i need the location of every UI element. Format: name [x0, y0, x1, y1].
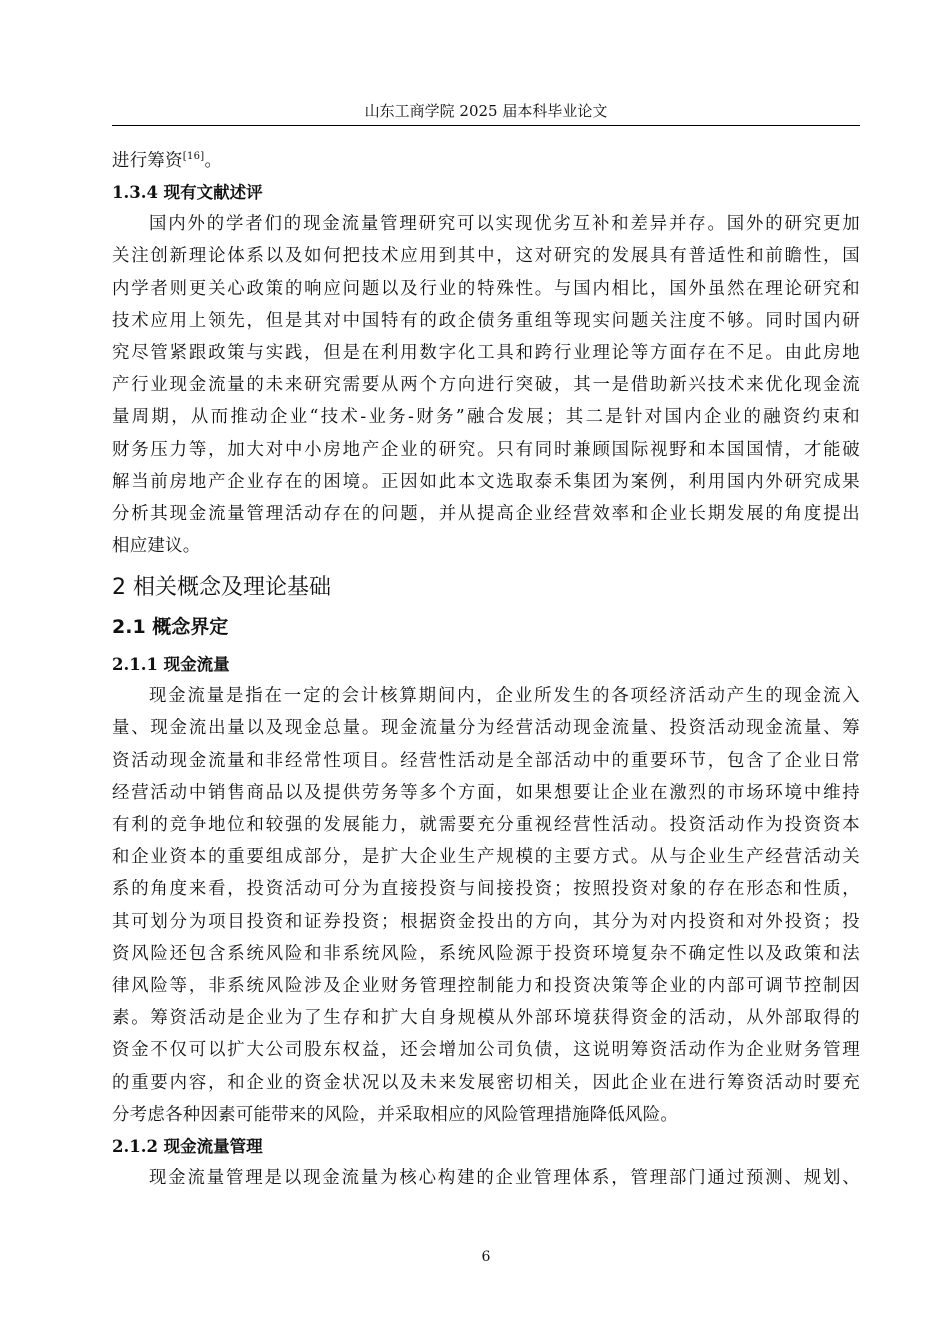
text-line: 资活动现金流量和非经常性项目。经营性活动是全部活动中的重要环节，包含了企业日常: [112, 750, 860, 771]
text-line: 分考虑各种因素可能带来的风险，并采取相应的风险管理措施降低风险。: [112, 1104, 679, 1125]
section-heading-2-1: 2.1 概念界定: [112, 616, 229, 639]
text-line: 内学者则更关心政策的响应问题以及行业的特殊性。与国内相比，国外虽然在理论研究和: [112, 278, 860, 299]
citation-marker: [16]: [182, 151, 205, 163]
page-body: [112, 145, 860, 1194]
text-line: 究尽管紧跟政策与实践，但是在利用数字化工具和跨行业理论等方面存在不足。由此房地: [112, 342, 860, 363]
text-line: 资金不仅可以扩大公司股东权益，还会增加公司负债，这说明筹资活动作为企业财务管理: [112, 1040, 860, 1061]
text-line: 关注创新理论体系以及如何把技术应用到其中，这对研究的发展具有普适性和前瞻性，国: [112, 246, 860, 267]
section-heading-2-1-2: 2.1.2 现金流量管理: [112, 1136, 263, 1156]
text-line: 财务压力等，加大对中小房地产企业的研究。只有同时兼顾国际视野和本国国情，才能破: [112, 439, 860, 460]
header-rule: [112, 125, 860, 126]
text-line: 量、现金流出量以及现金总量。现金流量分为经营活动现金流量、投资活动现金流量、筹: [112, 718, 860, 739]
text-line: 的重要内容，和企业的资金状况以及未来发展密切相关，因此企业在进行筹资活动时要充: [112, 1072, 860, 1093]
continuation-text: 进行筹资: [112, 151, 183, 171]
continuation-tail: 。: [204, 151, 223, 171]
text-line: 资风险还包含系统风险和非系统风险，系统风险源于投资环境复杂不确定性以及政策和法: [112, 943, 860, 964]
text-line: 素。筹资活动是企业为了生存和扩大自身规模从外部环境获得资金的活动，从外部取得的: [112, 1008, 860, 1029]
page-number: 6: [481, 1249, 491, 1265]
text-line: 国内外的学者们的现金流量管理研究可以实现优劣互补和差异并存。国外的研究更加: [149, 214, 860, 235]
paragraph-literature-review: [112, 208, 860, 562]
text-line: 分析其现金流量管理活动存在的问题，并从提高企业经营效率和企业长期发展的角度提出: [112, 503, 860, 524]
text-line: 经营活动中销售商品以及提供劳务等多个方面，如果想要让企业在激烈的市场环境中维持: [112, 782, 860, 803]
text-line: 系的角度来看，投资活动可分为直接投资与间接投资；按照投资对象的存在形态和性质，: [112, 879, 860, 900]
text-line: 其可划分为项目投资和证券投资；根据资金投出的方向，其分为对内投资和对外投资；投: [112, 911, 860, 932]
text-line: 产行业现金流量的未来研究需要从两个方向进行突破，其一是借助新兴技术来优化现金流: [112, 375, 860, 396]
text-line: 和企业资本的重要组成部分，是扩大企业生产规模的主要方式。从与企业生产经营活动关: [112, 847, 860, 868]
continuation-line: [112, 145, 860, 177]
paragraph-cash-flow-management: [112, 1162, 860, 1194]
text-line: 量周期，从而推动企业“技术-业务-财务”融合发展；其二是针对国内企业的融资约束和: [112, 407, 860, 428]
text-line: 现金流量是指在一定的会计核算期间内，企业所发生的各项经济活动产生的现金流入: [149, 686, 860, 707]
running-header: 山东工商学院 2025 届本科毕业论文: [364, 102, 608, 120]
text-line: 律风险等，非系统风险涉及企业财务管理控制能力和投资决策等企业的内部可调节控制因: [112, 975, 860, 996]
text-line: 解当前房地产企业存在的困境。正因如此本文选取泰禾集团为案例，利用国内外研究成果: [112, 471, 860, 492]
paragraph-cash-flow: [112, 680, 860, 1131]
text-line: 技术应用上领先，但是其对中国特有的政企债务重组等现实问题关注度不够。同时国内研: [112, 310, 860, 331]
section-heading-1-3-4: 1.3.4 现有文献述评: [112, 183, 263, 203]
text-line: 有利的竞争地位和较强的发展能力，就需要充分重视经营性活动。投资活动作为投资资本: [112, 815, 860, 835]
text-line: 相应建议。: [112, 536, 201, 557]
chapter-heading-2: 2 相关概念及理论基础: [112, 575, 331, 601]
section-heading-2-1-1: 2.1.1 现金流量: [112, 655, 230, 675]
text-line: 现金流量管理是以现金流量为核心构建的企业管理体系，管理部门通过预测、规划、: [149, 1167, 860, 1188]
